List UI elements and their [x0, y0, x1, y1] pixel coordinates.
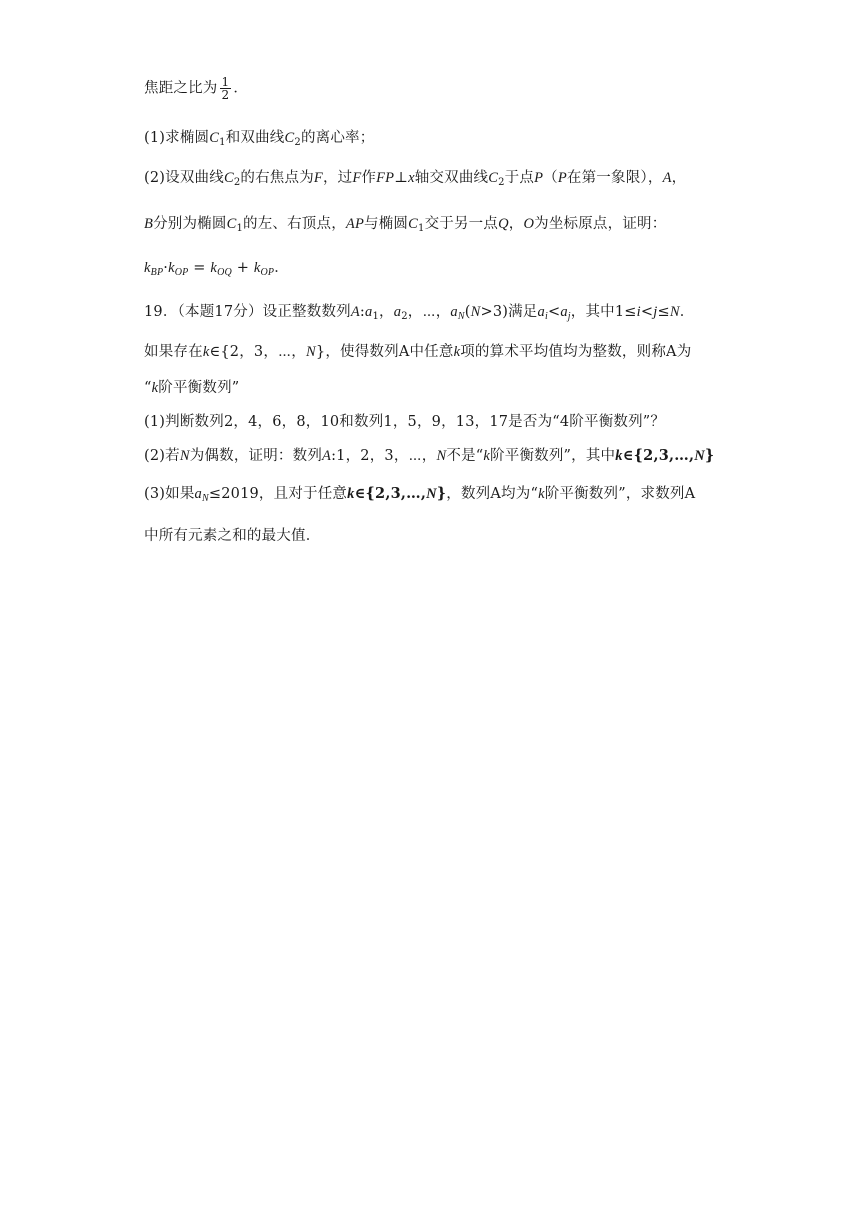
problem-19-part-3-line-1: (3)如果$a_N\le 2019$，且对于任意k∈{2,3,…,N}，数列A均为“k阶平衡数列”，求数列A	[144, 485, 696, 504]
problem-19-statement-line-1: 19．（本题17分）设正整数数列$A:a_1$，$a_2$，⋯，$a_N(N>3)$满足$a_i<a_j$，其中1≤i<j≤N．	[144, 304, 695, 322]
problem-18-intro-tail: 焦距之比为 $\frac{1}{2}$ ．	[144, 75, 249, 102]
problem-19-part-2: (2)若N为偶数，证明：数列A:1，2，3，⋯，N不是“k阶平衡数列”，其中k∈{2,3,…,N}	[144, 447, 715, 464]
problem-18-part-2-line-1: (2)设双曲线$C_2$的右焦点为F，过F作FP⊥x轴交双曲线$C_2$于点P（P在第一象限），A，	[144, 170, 687, 188]
problem-18-part-2-line-2: B分别为椭圆$C_1$的左、右顶点，AP与椭圆$C_1$交于另一点Q，O为坐标原点，证明：	[144, 216, 667, 234]
problem-19-statement-line-2: 如果存在k∈{2，3，⋯，N}，使得数列A中任意k项的算术平均值均为整数，则称A为	[144, 344, 692, 360]
fraction-one-half: $\frac{1}{2}$	[221, 75, 230, 102]
problem-18-part-1: (1)求椭圆$C_1$和双曲线$C_2$的离心率；	[144, 130, 375, 148]
problem-18-slope-equation: $k_{BP}\cdot k_{OP} = k_{OQ} + k_{OP}$．	[144, 260, 289, 278]
problem-19-part-1: (1)判断数列2，4，6，8，10和数列1，5，9，13，17是否为“4阶平衡数列”？	[144, 414, 666, 430]
problem-19-part-3-line-2: 中所有元素之和的最大值．	[144, 528, 321, 544]
problem-19-statement-line-3: “k阶平衡数列”	[144, 380, 240, 396]
